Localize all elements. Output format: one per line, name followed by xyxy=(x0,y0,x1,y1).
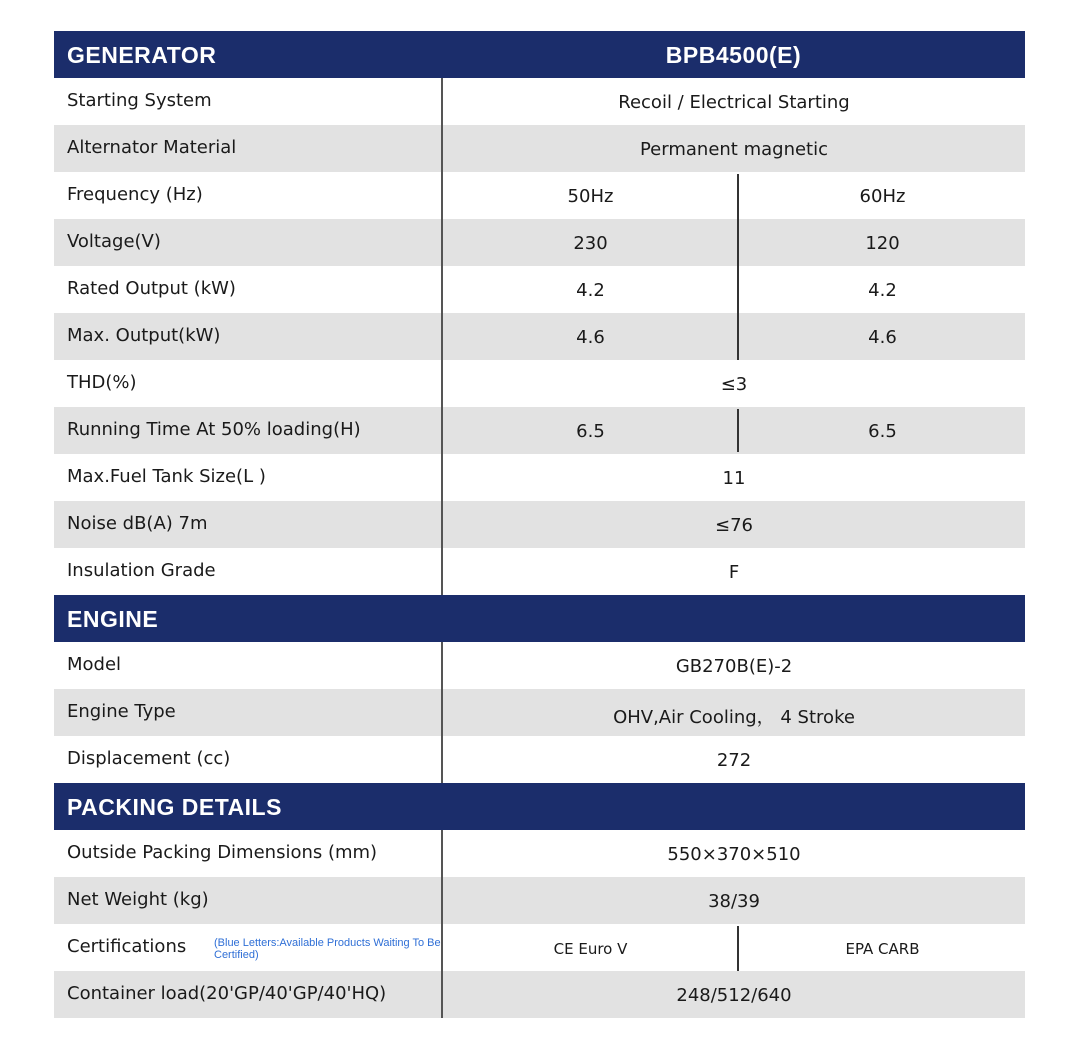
spec-label: Frequency (Hz) xyxy=(67,184,203,205)
spec-label: Outside Packing Dimensions (mm) xyxy=(67,842,378,863)
certification-note: (Blue Letters:Available Products Waiting To Be Certified) xyxy=(214,937,441,961)
certification-ce: CE Euro V xyxy=(553,940,628,958)
spec-value-60hz: 4.2 xyxy=(868,280,897,301)
spec-value: 38/39 xyxy=(708,891,760,912)
spec-label: Displacement (cc) xyxy=(67,748,231,769)
spec-label: Running Time At 50% loading(H) xyxy=(67,419,361,440)
spec-value-50hz: 50Hz xyxy=(567,186,614,207)
spec-label: Noise dB(A) 7m xyxy=(67,513,208,534)
spec-value: F xyxy=(728,562,740,583)
spec-label: Engine Type xyxy=(67,701,176,722)
spec-row-packing-dimensions xyxy=(54,830,1025,877)
spec-row-insulation-grade xyxy=(54,548,1025,595)
spec-value-50hz: 4.2 xyxy=(576,280,605,301)
certification-epa: EPA CARB xyxy=(845,940,920,958)
spec-value: 11 xyxy=(722,468,746,489)
engine-header xyxy=(54,595,1025,642)
generator-header xyxy=(54,31,1025,78)
spec-row-net-weight xyxy=(54,877,1025,924)
spec-label: Rated Output (kW) xyxy=(67,278,236,299)
spec-value-60hz: 4.6 xyxy=(868,327,897,348)
spec-value-60hz: 60Hz xyxy=(859,186,906,207)
spec-row-alternator-material xyxy=(54,125,1025,172)
packing-title: PACKING DETAILS xyxy=(67,794,282,820)
spec-table xyxy=(54,31,1025,1018)
spec-label: Alternator Material xyxy=(67,137,237,158)
spec-label: Starting System xyxy=(67,90,212,111)
spec-label: Container load(20'GP/40'GP/40'HQ) xyxy=(67,983,387,1004)
spec-value-60hz: 6.5 xyxy=(868,421,897,442)
spec-value: 272 xyxy=(716,750,752,771)
spec-value: ≤3 xyxy=(720,374,748,395)
spec-value-50hz: 6.5 xyxy=(576,421,605,442)
spec-row-rated-output xyxy=(54,266,1025,313)
spec-label: Max.Fuel Tank Size(L ) xyxy=(67,466,266,487)
generator-title: GENERATOR xyxy=(67,42,217,68)
spec-label: Voltage(V) xyxy=(67,231,161,252)
spec-value: GB270B(E)-2 xyxy=(675,656,793,677)
spec-label: Max. Output(kW) xyxy=(67,325,221,346)
spec-value: 248/512/640 xyxy=(676,985,792,1006)
spec-row-noise xyxy=(54,501,1025,548)
engine-title: ENGINE xyxy=(67,606,159,632)
spec-row-max-output xyxy=(54,313,1025,360)
spec-row-engine-model xyxy=(54,642,1025,689)
spec-row-fuel-tank xyxy=(54,454,1025,501)
spec-row-engine-type xyxy=(54,689,1025,736)
spec-value-60hz: 120 xyxy=(865,233,900,254)
spec-row-frequency xyxy=(54,172,1025,219)
spec-value: ≤76 xyxy=(715,515,753,536)
spec-label: Insulation Grade xyxy=(67,560,216,581)
spec-row-certifications xyxy=(54,924,1025,971)
spec-label: THD(%) xyxy=(67,372,137,393)
spec-row-thd xyxy=(54,360,1025,407)
spec-value-50hz: 230 xyxy=(573,233,608,254)
spec-label: Model xyxy=(67,654,122,675)
spec-value: 550×370×510 xyxy=(667,844,801,865)
spec-label: Net Weight (kg) xyxy=(67,889,209,910)
packing-header xyxy=(54,783,1025,830)
spec-value-50hz: 4.6 xyxy=(576,327,605,348)
spec-row-voltage xyxy=(54,219,1025,266)
spec-value: Permanent magnetic xyxy=(639,139,829,160)
spec-row-running-time xyxy=(54,407,1025,454)
spec-row-starting-system xyxy=(54,78,1025,125)
spec-row-container-load xyxy=(54,971,1025,1018)
spec-value: Recoil / Electrical Starting xyxy=(618,92,850,113)
model-name: BPB4500(E) xyxy=(665,42,802,68)
spec-row-displacement xyxy=(54,736,1025,783)
spec-label: Certifications xyxy=(67,936,187,957)
spec-value: OHV,Air Cooling， 4 Stroke xyxy=(613,707,855,728)
